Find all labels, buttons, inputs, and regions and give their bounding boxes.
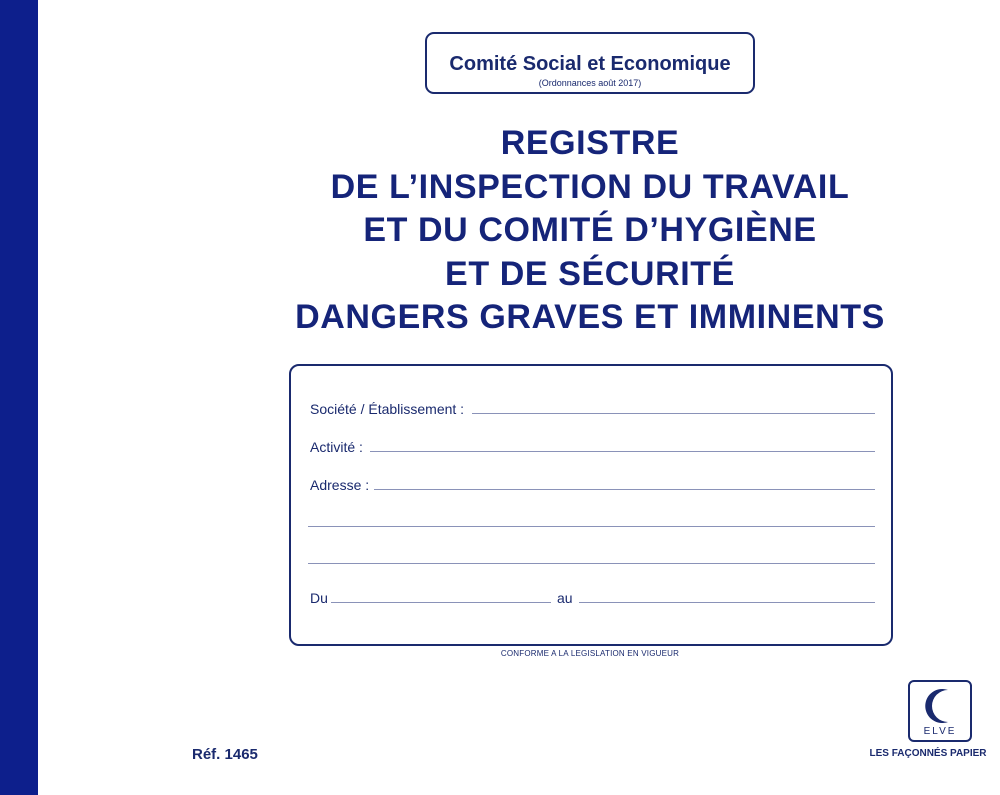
title-line-5: DANGERS GRAVES ET IMMINENTS — [295, 298, 885, 336]
adresse-line-3 — [308, 563, 875, 564]
adresse-line — [374, 489, 875, 490]
title-line-1: REGISTRE — [500, 124, 680, 162]
du-label: Du — [310, 590, 328, 606]
header-box — [425, 32, 755, 94]
title-line-3: ET DU COMITÉ D’HYGIÈNE — [363, 211, 817, 249]
main-title — [230, 122, 950, 340]
header-title: Comité Social et Economique — [449, 53, 731, 75]
adresse-line-2 — [308, 526, 875, 527]
reference-number: Réf. 1465 — [192, 746, 258, 763]
societe-label: Société / Établissement : — [310, 401, 465, 417]
brand-name: LES FAÇONNÉS PAPIER — [869, 748, 987, 759]
cover-spine — [0, 0, 38, 795]
form-box — [289, 364, 893, 646]
au-line — [579, 602, 875, 603]
header-subtitle: (Ordonnances août 2017) — [538, 78, 642, 88]
conformity-note: CONFORME A LA LEGISLATION EN VIGUEUR — [500, 649, 680, 658]
au-label: au — [557, 590, 573, 606]
brand-logo — [908, 680, 972, 742]
title-line-2: DE L’INSPECTION DU TRAVAIL — [330, 167, 850, 206]
activite-line — [370, 451, 875, 452]
crescent-icon — [922, 686, 958, 726]
adresse-label: Adresse : — [310, 477, 370, 493]
title-line-4: ET DE SÉCURITÉ — [445, 254, 735, 293]
activite-label: Activité : — [310, 439, 363, 455]
du-line — [331, 602, 551, 603]
societe-line — [472, 413, 875, 414]
logo-text: ELVE — [923, 726, 957, 737]
